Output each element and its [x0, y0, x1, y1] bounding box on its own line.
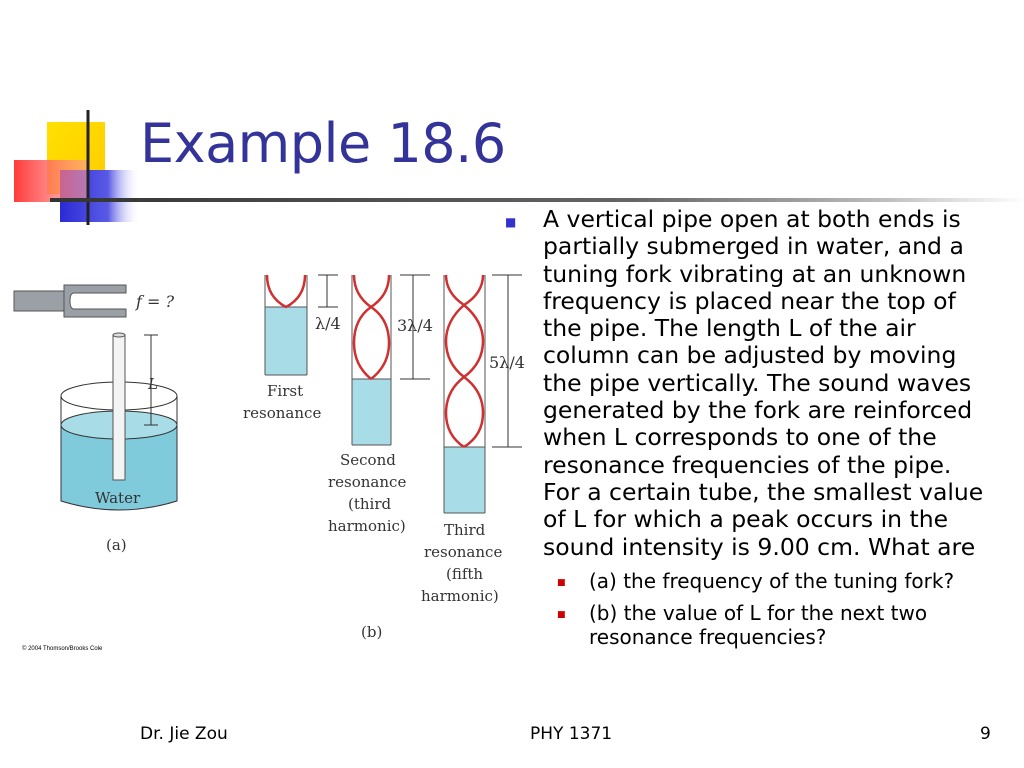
third-resonance-label-4: harmonic) — [421, 587, 499, 605]
first-resonance-label-1: First — [267, 382, 304, 400]
length-label: L — [148, 375, 158, 393]
second-resonance-dimension: 3λ/4 — [397, 316, 433, 335]
third-resonance-label-1: Third — [444, 521, 486, 539]
bullet-square-icon: ■ — [505, 215, 517, 229]
figure-b-caption: (b) — [361, 623, 383, 641]
main-bullet — [505, 206, 1005, 561]
slide-body — [505, 206, 1005, 649]
figure-a-caption: (a) — [106, 536, 127, 554]
bullet-square-icon: ■ — [557, 577, 566, 588]
fork-frequency-label: f = ? — [136, 292, 175, 311]
footer-page-number: 9 — [980, 724, 991, 744]
sub-bullet-a — [557, 569, 1005, 593]
second-resonance-label-3: (third — [348, 495, 392, 513]
submerged-pipe — [113, 333, 125, 480]
sub-bullet-b — [557, 601, 1005, 649]
slide-title: Example 18.6 — [140, 112, 506, 175]
water-label: Water — [95, 489, 141, 507]
second-resonance-label-4: harmonic) — [328, 517, 406, 535]
first-resonance-label-2: resonance — [243, 404, 322, 422]
second-resonance-tube — [352, 275, 430, 445]
third-resonance-label-2: resonance — [424, 543, 503, 561]
footer-author: Dr. Jie Zou — [140, 724, 228, 744]
problem-statement: A vertical pipe open at both ends is partially submerged in water, and a tuning fork vibrating at an unknown frequency is placed near the top of the pipe. The length L of the air column can be adjusted by moving the pipe vertically. The sound waves generated by the fork are reinforced when L corresponds to one of the resonance frequencies of the pipe. For a certain tube, the smallest value of L for which a peak occurs in the sound intensity is 9.00 cm. What are — [543, 205, 984, 561]
resonance-figure — [0, 255, 540, 665]
bullet-square-icon: ■ — [557, 609, 566, 620]
second-resonance-label-1: Second — [340, 451, 396, 469]
tuning-fork-icon — [14, 285, 126, 317]
title-underline — [50, 198, 1024, 202]
footer-course: PHY 1371 — [530, 724, 613, 744]
first-resonance-dimension: λ/4 — [315, 314, 341, 333]
second-resonance-label-2: resonance — [328, 473, 407, 491]
third-resonance-dimension: 5λ/4 — [489, 353, 525, 372]
question-a: (a) the frequency of the tuning fork? — [589, 568, 955, 593]
copyright-notice: © 2004 Thomson/Brooks Cole — [22, 646, 103, 652]
third-resonance-label-3: (fifth — [446, 565, 484, 583]
question-b: (b) the value of L for the next two resonance frequencies? — [589, 600, 928, 649]
